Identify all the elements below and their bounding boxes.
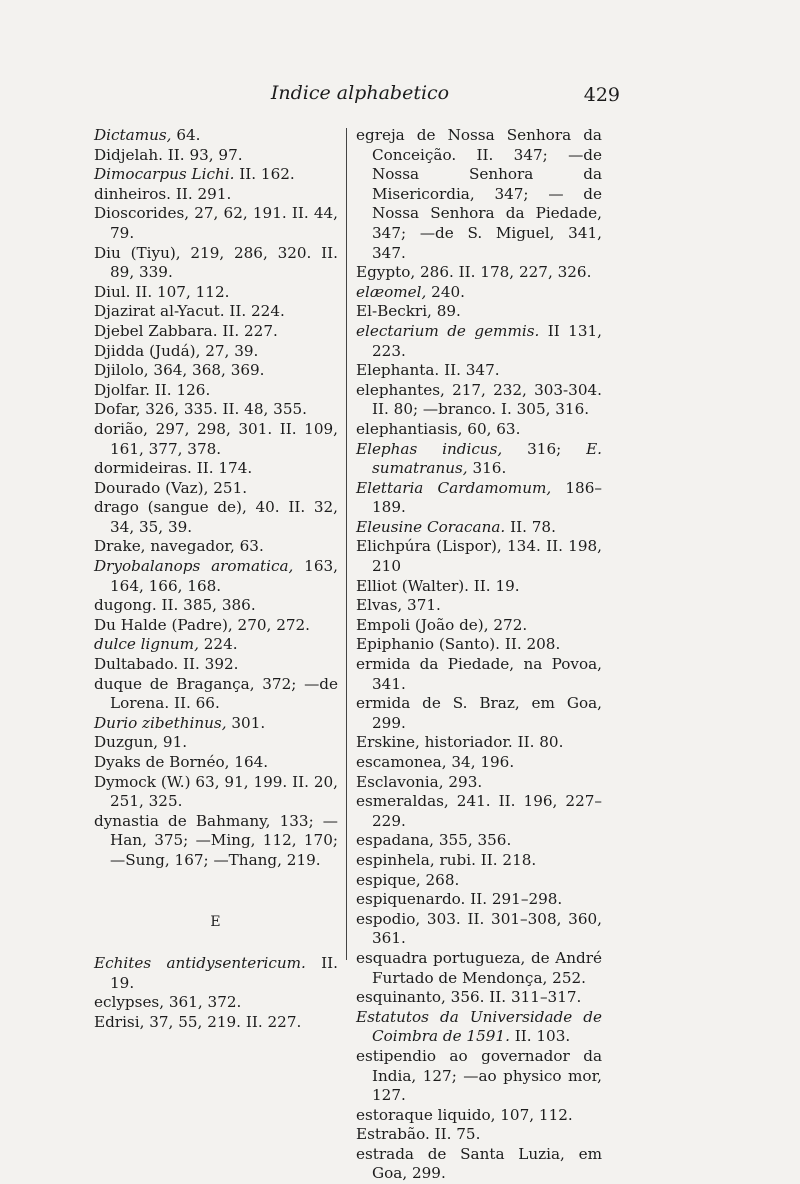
entry-text: Elichpúra (Lispor), 134. II. 198, 210 xyxy=(356,537,602,576)
entry-text: II. 103. xyxy=(509,1027,571,1046)
entry-italic-term: electarium de gemmis. xyxy=(356,321,540,340)
entry-text: elephantiasis, 60, 63. xyxy=(356,419,521,438)
entry-text: Edrisi, 37, 55, 219. II. 227. xyxy=(94,1012,302,1031)
index-entry xyxy=(356,831,602,851)
entry-text: espiquenardo. II. 291–298. xyxy=(356,890,563,909)
entry-text: esquadra portugueza, de André Furtado de Mendonça, 252. xyxy=(356,948,602,987)
index-entry xyxy=(94,733,338,753)
entry-text: Djazirat al-Yacut. II. 224. xyxy=(94,302,285,321)
index-entry xyxy=(94,993,338,1013)
entry-text: egreja de Nossa Senhora da Conceição. II. 347; —de Nossa Senhora da Misericordia, 347; — de Nossa Senhora da Piedade, 347; —de S. Miguel, 341, 347. xyxy=(356,126,602,262)
entry-italic-term: elæomel, xyxy=(356,282,427,301)
index-entry xyxy=(94,322,338,342)
entry-text: Elvas, 371. xyxy=(356,596,441,615)
entry-text: Duzgun, 91. xyxy=(94,733,188,752)
index-entry xyxy=(356,577,602,597)
entry-text: espadana, 355, 356. xyxy=(356,831,512,850)
index-entry xyxy=(356,773,602,793)
entry-text: ermida da Piedade, na Povoa, 341. xyxy=(356,655,602,693)
index-entry xyxy=(356,792,602,831)
index-entry xyxy=(94,126,338,146)
index-entry xyxy=(94,420,338,459)
index-entry xyxy=(356,616,602,636)
entry-text: ermida de S. Braz, em Goa, 299. xyxy=(356,694,602,732)
entry-text: II. 19. xyxy=(110,954,338,992)
index-entry xyxy=(356,635,602,655)
entry-text: Erskine, historiador. II. 80. xyxy=(356,733,564,752)
entry-text: esquinanto, 356. II. 311–317. xyxy=(356,988,582,1007)
index-entry xyxy=(94,954,338,993)
index-entry xyxy=(94,204,338,243)
index-entry xyxy=(94,302,338,322)
entry-text: Elephanta. II. 347. xyxy=(356,361,500,380)
entry-text: II 131, 223. xyxy=(372,321,602,360)
entry-text: Esclavonia, 293. xyxy=(356,772,483,791)
entry-text: 301. xyxy=(226,713,266,732)
entry-text: Diu (Tiyu), 219, 286, 320. II. 89, 339. xyxy=(94,243,338,282)
column-divider xyxy=(346,128,347,960)
index-entry xyxy=(94,381,338,401)
index-entry xyxy=(356,302,602,322)
index-column-left xyxy=(94,126,338,1033)
index-entry xyxy=(356,263,602,283)
section-letter-heading: E xyxy=(210,913,222,930)
entry-text: dugong. II. 385, 386. xyxy=(94,596,256,615)
index-entry xyxy=(356,733,602,753)
index-entry xyxy=(94,361,338,381)
index-entry xyxy=(356,361,602,381)
entry-text: elephantes, 217, 232, 303-304. II. 80; —branco. I. 305, 316. xyxy=(356,380,602,419)
entry-text: dynastia de Bahmany, 133; —Han, 375; —Ming, 112, 170; —Sung, 167; —Thang, 219. xyxy=(94,811,338,869)
entry-text: Diul. II. 107, 112. xyxy=(94,282,230,301)
entry-italic-term: Dimocarpus Lichi. xyxy=(94,165,235,184)
index-entry xyxy=(94,342,338,362)
index-entry xyxy=(356,655,602,694)
entry-text: escamonea, 34, 196. xyxy=(356,753,515,771)
index-entry xyxy=(356,126,602,263)
index-entry xyxy=(94,753,338,773)
entry-text: Djilolo, 364, 368, 369. xyxy=(94,361,265,380)
entry-text: eclypses, 361, 372. xyxy=(94,993,242,1012)
entry-text: 64. xyxy=(171,126,201,144)
index-entry xyxy=(356,596,602,616)
entry-text: Dultabado. II. 392. xyxy=(94,655,239,674)
entry-text: dormideiras. II. 174. xyxy=(94,459,253,478)
entry-text: Djebel Zabbara. II. 227. xyxy=(94,321,278,340)
index-entry xyxy=(94,1013,338,1033)
index-entry xyxy=(94,616,338,636)
index-entry xyxy=(94,498,338,537)
entry-text: Didjelah. II. 93, 97. xyxy=(94,145,243,164)
entry-text: Dyaks de Bornéo, 164. xyxy=(94,753,269,771)
index-entry xyxy=(356,420,602,440)
index-entry xyxy=(94,557,338,596)
entry-text: Djolfar. II. 126. xyxy=(94,380,211,399)
index-entry xyxy=(94,459,338,479)
index-entry xyxy=(356,1047,602,1106)
index-entry xyxy=(356,1125,602,1145)
entry-text: estrada de Santa Luzia, em Goa, 299. xyxy=(356,1144,602,1183)
entry-italic-term: Elephas indicus, xyxy=(356,439,503,458)
index-entry xyxy=(356,1106,602,1126)
entry-text: dorião, 297, 298, 301. II. 109, 161, 377, 378. xyxy=(94,419,338,458)
index-entry xyxy=(356,381,602,420)
index-entry xyxy=(356,949,602,988)
index-entry xyxy=(94,244,338,283)
entry-text: duque de Bragança, 372; —de Lorena. II. 66. xyxy=(94,674,338,713)
index-entry xyxy=(94,165,338,185)
entry-text: II. 162. xyxy=(234,165,295,184)
index-entry xyxy=(94,812,338,871)
running-header-title: Indice alphabetico xyxy=(270,82,450,104)
index-entry xyxy=(356,988,602,1008)
index-entry xyxy=(356,322,602,361)
index-entry xyxy=(94,773,338,812)
index-entry xyxy=(356,479,602,518)
index-entry xyxy=(356,851,602,871)
index-entry xyxy=(94,537,338,557)
entry-text: 163, 164, 166, 168. xyxy=(110,557,338,595)
entry-italic-term: Estatutos da Universidade de Coimbra de 1591. xyxy=(356,1007,602,1046)
index-entry xyxy=(356,283,602,303)
index-entry xyxy=(94,479,338,499)
index-entry xyxy=(356,440,602,479)
entry-text: 224. xyxy=(198,635,238,654)
index-entry xyxy=(94,655,338,675)
index-entry xyxy=(94,596,338,616)
entry-text: estoraque liquido, 107, 112. xyxy=(356,1105,573,1124)
page-number: 429 xyxy=(583,84,620,106)
index-entry xyxy=(356,518,602,538)
entry-text: 316; xyxy=(502,439,587,458)
entry-text: Drake, navegador, 63. xyxy=(94,537,264,556)
entry-italic-term: Elettaria Cardamomum, xyxy=(356,478,552,497)
entry-text: 186–189. xyxy=(372,478,602,517)
index-entry xyxy=(94,400,338,420)
entry-text: esmeraldas, 241. II. 196, 227–229. xyxy=(356,792,602,830)
entry-text: Dioscorides, 27, 62, 191. II. 44, 79. xyxy=(94,204,338,242)
entry-text: Dofar, 326, 335. II. 48, 355. xyxy=(94,400,307,419)
entry-text: Egypto, 286. II. 178, 227, 326. xyxy=(356,263,592,282)
index-entry xyxy=(94,675,338,714)
index-entry xyxy=(94,185,338,205)
entry-text: espinhela, rubi. II. 218. xyxy=(356,850,537,869)
entry-text: Estrabão. II. 75. xyxy=(356,1125,481,1144)
entry-text: drago (sangue de), 40. II. 32, 34, 35, 39. xyxy=(94,498,338,536)
index-entry xyxy=(356,694,602,733)
index-entry xyxy=(356,910,602,949)
index-entry xyxy=(94,714,338,734)
entry-text: El-Beckri, 89. xyxy=(356,302,461,321)
entry-text: estipendio ao governador da India, 127; —ao physico mor, 127. xyxy=(356,1046,602,1105)
entry-italic-term: Echites antidysentericum. xyxy=(94,954,306,973)
index-entry xyxy=(356,537,602,576)
entry-text: Epiphanio (Santo). II. 208. xyxy=(356,635,561,654)
index-entry xyxy=(94,283,338,303)
entry-text: dinheiros. II. 291. xyxy=(94,184,232,203)
entry-text: espique, 268. xyxy=(356,870,460,889)
entry-text: II. 78. xyxy=(505,517,556,536)
entry-text: Dourado (Vaz), 251. xyxy=(94,478,248,497)
entry-text: 240. xyxy=(426,282,465,301)
entry-italic-term: dulce lignum, xyxy=(94,635,199,654)
index-entry xyxy=(94,635,338,655)
entry-italic-term: Eleusine Coracana. xyxy=(356,517,506,536)
entry-text: 316. xyxy=(467,459,507,478)
index-entry xyxy=(356,753,602,773)
entry-text: espodio, 303. II. 301–308, 360, 361. xyxy=(356,909,602,948)
entry-text: Dymock (W.) 63, 91, 199. II. 20, 251, 325. xyxy=(94,772,338,811)
entry-italic-term: Durio zibethinus, xyxy=(94,713,227,732)
entry-text: Empoli (João de), 272. xyxy=(356,615,528,634)
entry-italic-term: Dryobalanops aromatica, xyxy=(94,557,294,576)
entry-text: Du Halde (Padre), 270, 272. xyxy=(94,615,311,634)
index-entry xyxy=(94,146,338,166)
entry-italic-term: E. sumatranus, xyxy=(372,439,602,478)
index-entry xyxy=(356,871,602,891)
entry-text: Djidda (Judá), 27, 39. xyxy=(94,341,259,360)
index-entry xyxy=(356,1008,602,1047)
entry-text: Elliot (Walter). II. 19. xyxy=(356,576,520,595)
index-entry xyxy=(356,890,602,910)
index-entry xyxy=(356,1145,602,1184)
entry-italic-term: Dictamus, xyxy=(94,126,172,144)
index-column-right xyxy=(356,126,602,1184)
